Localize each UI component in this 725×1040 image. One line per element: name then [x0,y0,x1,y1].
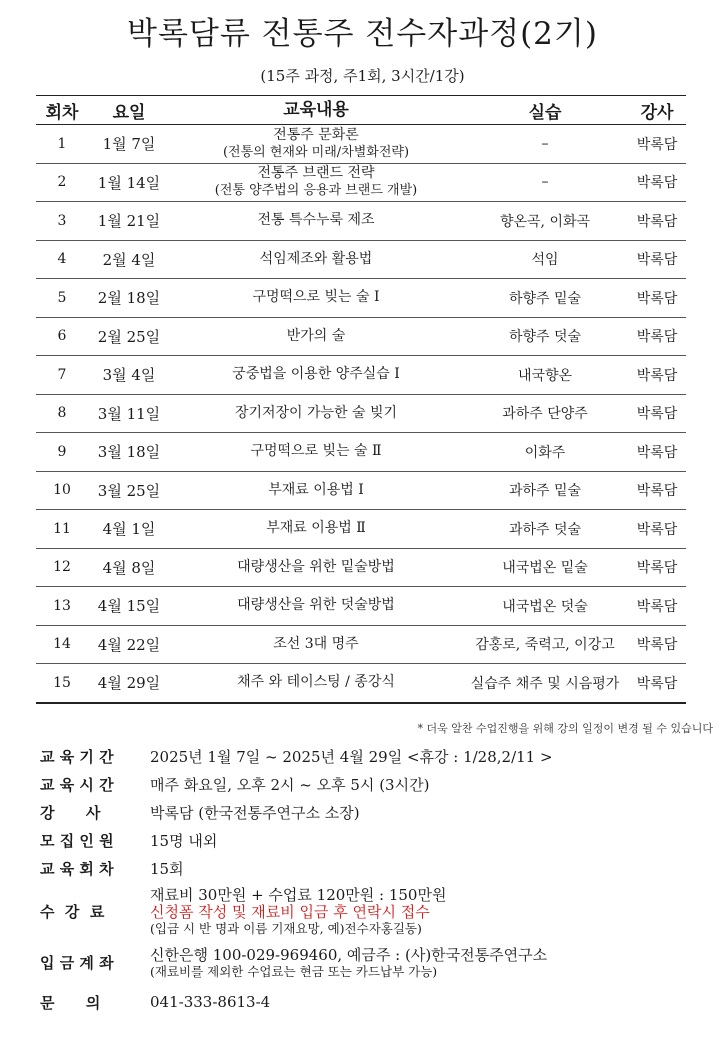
schedule-table [36,95,686,704]
row-date: 2월 4일 [102,250,156,269]
row-teacher: 박록담 [636,290,678,307]
table-body [36,125,686,704]
row-no: 5 [57,289,67,306]
row-date: 4월 1일 [102,520,156,539]
row-practice: – [541,174,549,191]
row-content-main: 반가의 술 [286,327,346,344]
table-row [36,395,686,434]
row-content-sub: (전통의 현재와 미래/차별화전략) [222,144,410,160]
info-contact [40,984,710,1020]
header-content: 교육내용 [283,99,349,120]
info-value: 박록담 (한국전통주연구소 소장) [150,803,360,822]
row-content [170,165,462,199]
row-teacher: 박록담 [636,213,678,230]
row-no: 11 [53,520,71,537]
row-content [170,482,462,499]
header-date: 요일 [112,102,146,123]
row-teacher: 박록담 [636,521,678,538]
row-content [170,674,462,691]
info-sessions [40,854,710,882]
info-value: 15회 [150,859,184,878]
row-practice: 향온곡, 이화곡 [499,213,591,230]
row-content-main: 대량생산을 위한 덧술방법 [237,597,395,614]
row-content [170,212,462,229]
row-practice: 내국향온 [517,367,573,384]
row-date: 4월 29일 [97,674,161,693]
row-no: 13 [53,597,71,614]
table-row [36,202,686,241]
row-practice: 과하주 밑술 [508,483,582,500]
table-row [36,626,686,665]
row-teacher: 박록담 [636,444,678,461]
row-teacher: 박록담 [636,175,678,192]
info-value: 041-333-8613-4 [150,993,271,1011]
header-teacher: 강사 [640,102,674,123]
row-content [170,636,462,653]
info-recruit [40,826,710,854]
table-row [36,164,686,203]
info-label: 교 육 기 간 [40,747,114,766]
row-no: 4 [57,251,67,268]
course-info [40,742,710,1020]
row-teacher: 박록담 [636,560,678,577]
schedule-note: * 더욱 알찬 수업진행을 위해 강의 일정이 변경 될 수 있습니다 [417,722,713,735]
table-row [36,587,686,626]
row-practice: 실습주 채주 및 시음평가 [470,675,620,692]
row-date: 2월 25일 [97,327,161,346]
row-content [170,520,462,537]
table-row [36,318,686,357]
info-value: 15명 내외 [150,831,218,850]
table-row [36,433,686,472]
info-teacher [40,798,710,826]
info-label: 문 의 [40,993,101,1012]
info-label: 교 육 시 간 [40,775,114,794]
row-date: 4월 8일 [102,558,156,577]
row-practice: 과하주 단양주 [502,406,588,423]
row-practice: 내국법온 덧술 [502,598,588,615]
row-no: 3 [57,212,67,229]
row-content-main: 구멍떡으로 빚는 술 Ⅰ [252,289,380,306]
row-practice: 이화주 [524,444,566,461]
info-account-value [150,946,710,979]
row-no: 9 [57,443,67,460]
info-label: 교 육 회 차 [40,859,114,878]
row-content [170,127,462,161]
row-teacher: 박록담 [636,675,678,692]
row-practice: 하향주 밑술 [508,290,582,307]
row-teacher: 박록담 [636,329,678,346]
table-row [36,125,686,164]
row-date: 3월 11일 [97,404,161,423]
row-date: 3월 25일 [97,481,161,500]
row-date: 2월 18일 [97,289,161,308]
info-label: 모 집 인 원 [40,831,114,850]
info-account [40,940,710,984]
row-content [170,289,462,306]
row-content-main: 전통 특수누룩 제조 [257,212,375,229]
row-content [170,328,462,345]
row-content-sub: (전통 양주법의 응용과 브랜드 개발) [214,183,418,199]
row-no: 7 [57,366,67,383]
row-teacher: 박록담 [636,406,678,423]
row-content-main: 조선 3대 명주 [273,635,359,652]
row-no: 12 [53,559,71,576]
page-subtitle: (15주 과정, 주1회, 3시간/1강) [260,67,465,85]
row-practice: – [541,135,549,152]
row-no: 8 [57,405,67,422]
row-content [170,443,462,460]
table-row [36,549,686,588]
row-content-main: 전통주 브랜드 전략 [257,165,375,182]
row-content-main: 전통주 문화론 [273,126,359,143]
row-content-main: 대량생산을 위한 밑술방법 [237,558,395,575]
table-row [36,664,686,704]
row-practice: 내국법온 밑술 [502,560,588,577]
row-date: 3월 18일 [97,443,161,462]
row-practice: 하향주 덧술 [508,329,582,346]
table-row [36,279,686,318]
row-no: 2 [57,174,67,191]
row-content-main: 구멍떡으로 빚는 술 Ⅱ [250,443,382,460]
row-content-main: 부재료 이용법 Ⅰ [268,481,364,498]
account-note: (재료비를 제외한 수업료는 현금 또는 카드납부 가능) [150,963,438,979]
row-practice: 석임 [531,252,559,269]
row-practice: 감홍로, 죽력고, 이강고 [475,637,615,654]
row-date: 1월 21일 [97,212,161,231]
row-content-main: 궁중법을 이용한 양주실습 Ⅰ [232,366,400,383]
row-teacher: 박록담 [636,252,678,269]
row-teacher: 박록담 [636,598,678,615]
table-row [36,472,686,511]
row-practice: 과하주 덧술 [508,521,582,538]
row-content [170,597,462,614]
row-content-main: 석임제조와 활용법 [259,250,373,267]
row-date: 1월 7일 [102,135,156,154]
info-time [40,770,710,798]
account-number: 신한은행 100-029-969460, 예금주 : (사)한국전통주연구소 [150,945,548,964]
row-content-main: 채주 와 테이스팅 / 종강식 [237,674,395,691]
header-no: 회차 [45,102,79,123]
info-period [40,742,710,770]
info-label: 입 금 계 좌 [40,953,114,972]
table-row [36,356,686,395]
row-teacher: 박록담 [636,637,678,654]
table-row [36,241,686,280]
fee-notice-red: 신청폼 작성 및 재료비 입금 후 연락시 접수 [150,903,430,921]
row-no: 1 [57,135,67,152]
row-content-main: 부재료 이용법 Ⅱ [266,520,366,537]
header-practice: 실습 [528,102,562,123]
page-title: 박록담류 전통주 전수자과정(2기) [127,16,598,52]
row-content [170,251,462,268]
row-no: 6 [57,328,67,345]
info-label: 수 강 료 [40,902,105,921]
info-fee [40,882,710,940]
table-header [36,95,686,125]
row-no: 14 [53,636,71,653]
info-label: 강 사 [40,803,101,822]
row-date: 1월 14일 [97,173,161,192]
row-date: 3월 4일 [102,366,156,385]
row-date: 4월 22일 [97,635,161,654]
info-value: 2025년 1월 7일 ~ 2025년 4월 29일 <휴강 : 1/28,2/11 > [150,747,553,766]
row-content [170,405,462,422]
row-teacher: 박록담 [636,136,678,153]
row-content [170,559,462,576]
row-date: 4월 15일 [97,597,161,616]
row-content [170,366,462,383]
row-no: 10 [53,482,71,499]
table-row [36,510,686,549]
row-teacher: 박록담 [636,483,678,500]
fee-amount: 재료비 30만원 + 수업료 120만원 : 150만원 [150,886,447,904]
info-value: 매주 화요일, 오후 2시 ~ 오후 5시 (3시간) [150,775,430,794]
row-no: 15 [53,674,71,691]
row-teacher: 박록담 [636,367,678,384]
row-content-main: 장기저장이 가능한 술 빚기 [234,404,398,421]
info-fee-value [150,886,710,936]
fee-note: (입금 시 반 명과 이름 기재요망, 예)전수자홍길동) [150,921,422,936]
